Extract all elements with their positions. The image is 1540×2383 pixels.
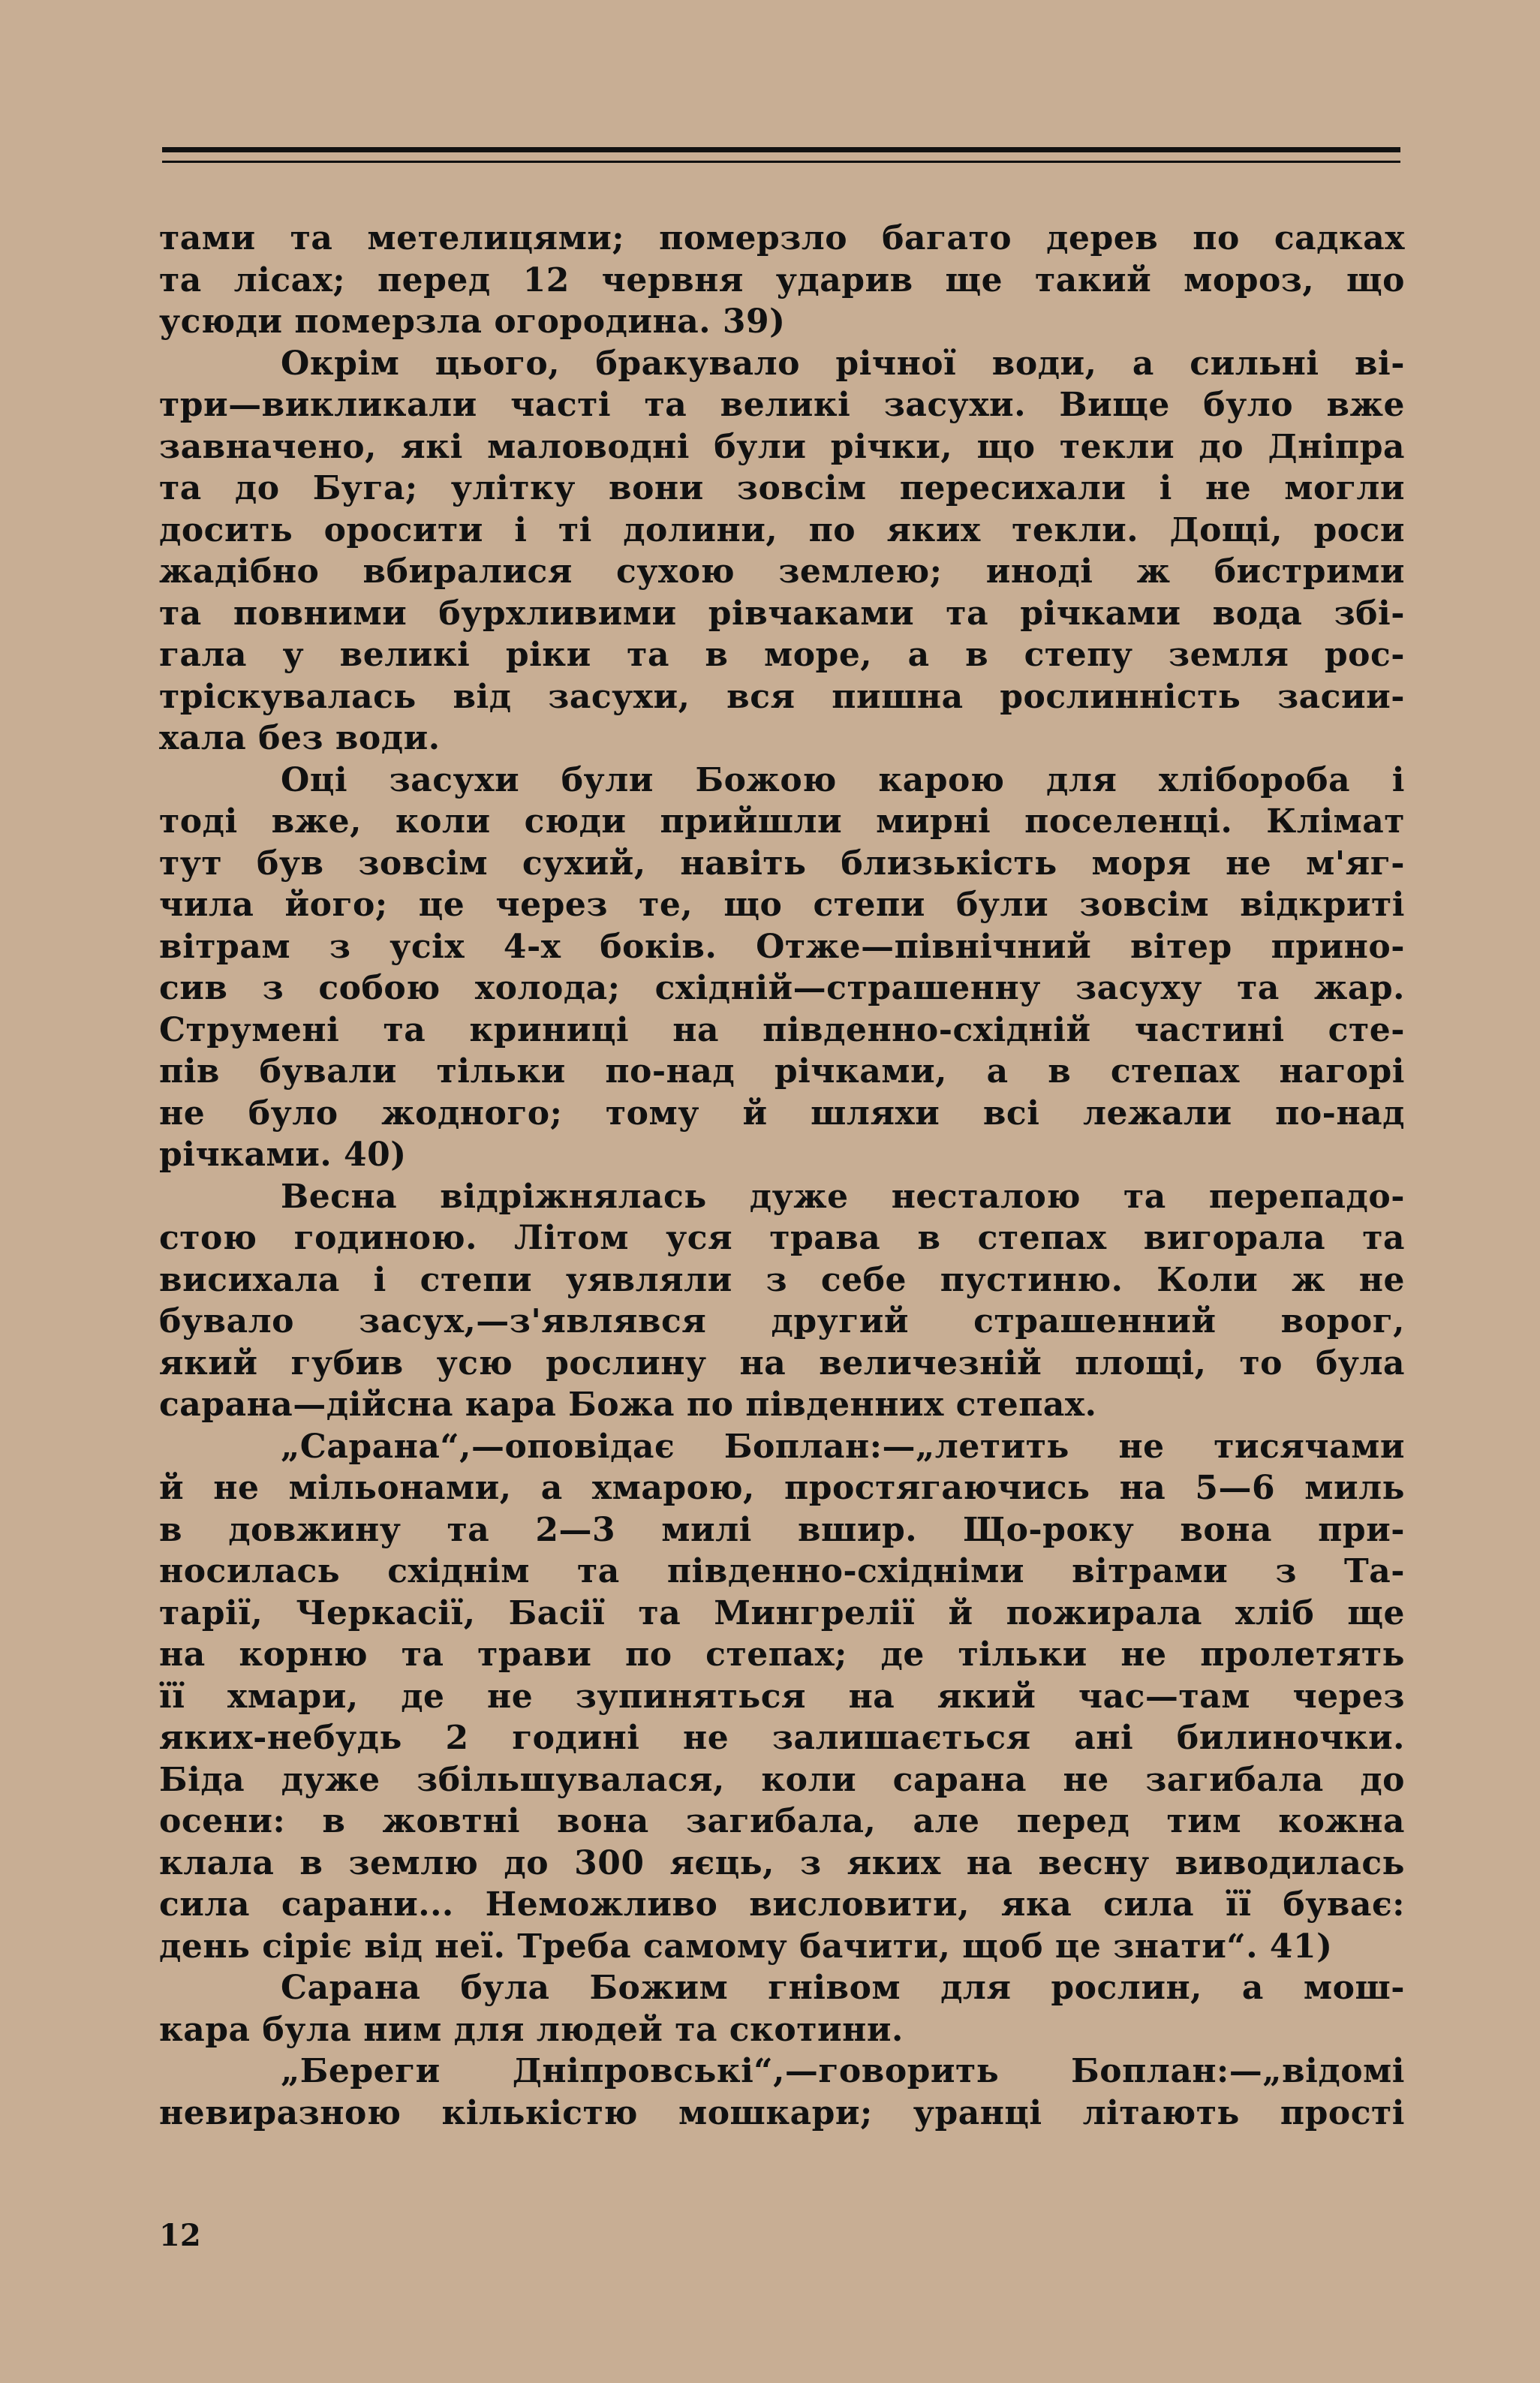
text-line: завначено, які маловодні були річки, що текли до Дніпра [159, 427, 1405, 466]
text-line: на корню та трави по степах; де тільки не пролетять [159, 1635, 1405, 1674]
text-line: й не мільонами, а хмарою, простягаючись на 5—6 миль [159, 1469, 1405, 1507]
text-line: гала у великі ріки та в море, а в степу земля рос- [159, 636, 1405, 674]
text-line: тами та метелицями; померзло багато дерев по садках [159, 219, 1405, 257]
header-rule-thin [162, 161, 1400, 163]
text-line: сила сарани... Неможливо висловити, яка сила її буває: [159, 1885, 1405, 1924]
text-line: кара була ним для людей та скотини. [159, 2010, 904, 2049]
text-line: осени: в жовтні вона загибала, але перед тим кожна [159, 1802, 1405, 1840]
text-line: вітрам з усіх 4-х боків. Отже—північний вітер прино- [159, 927, 1405, 966]
text-line: стою годиною. Літом уся трава в степах вигорала та [159, 1219, 1405, 1257]
text-line: бувало засух,—з'являвся другий страшенний ворог, [159, 1302, 1405, 1340]
text-line: усюди померзла огородина. 39) [159, 302, 786, 341]
text-line: Окрім цього, бракувало річної води, а сильні ві- [281, 344, 1405, 383]
text-line: тоді вже, коли сюди прийшли мирні поселенці. Клімат [159, 802, 1405, 841]
text-line: тарії, Черкасії, Басії та Мингрелії й пожирала хліб ще [159, 1593, 1405, 1632]
text-line: жадібно вбиралися сухою землею; иноді ж бистрими [159, 552, 1405, 591]
text-line: сарана—дійсна кара Божа по південних степах. [159, 1386, 1097, 1424]
text-line: день сіріє від неї. Треба самому бачити, щоб це знати“. 41) [159, 1927, 1333, 1966]
text-line: висихала і степи уявляли з себе пустиню. Коли ж не [159, 1260, 1405, 1299]
text-line: клала в землю до 300 яєць, з яких на весну виводилась [159, 1843, 1405, 1882]
text-line: не було жодного; тому й шляхи всі лежали по-над [159, 1094, 1405, 1133]
text-line: Сарана була Божим гнівом для рослин, а мош- [281, 1969, 1405, 2007]
body-text [159, 218, 1405, 2134]
text-line: Біда дуже збільшувалася, коли сарана не загибала до [159, 1760, 1405, 1799]
text-line: Весна відріжнялась дуже несталою та перепадо- [281, 1177, 1405, 1216]
text-line: сив з собою холода; східній—страшенну засуху та жар. [159, 969, 1405, 1007]
text-line: річками. 40) [159, 1136, 407, 1174]
text-line: тріскувалась від засухи, вся пишна рослинність засии- [159, 677, 1405, 716]
text-line: невиразною кількістю мошкари; уранці літають прості [159, 2093, 1405, 2132]
text-line: хала без води. [159, 719, 441, 757]
text-line: Оці засухи були Божою карою для хлібороба і [281, 760, 1405, 799]
text-line: яких-небудь 2 годині не залишається ані билиночки. [159, 1719, 1405, 1757]
page-number: 12 [159, 2218, 201, 2253]
text-line: досить оросити і ті долини, по яких текли. Дощі, роси [159, 510, 1405, 549]
text-line: Струмені та криниці на південно-східній частині сте- [159, 1010, 1405, 1049]
text-line: та до Буга; улітку вони зовсім пересихали і не могли [159, 469, 1405, 507]
text-line: який губив усю рослину на величезній площі, то була [159, 1343, 1405, 1383]
text-line: в довжину та 2—3 милі вшир. Що-року вона при- [159, 1510, 1405, 1549]
text-line: та повними бурхливими рівчаками та річками вода збі- [159, 594, 1405, 633]
text-line: три—викликали часті та великі засухи. Вище було вже [159, 386, 1405, 424]
text-line: „Сарана“,—оповідає Боплан:—„летить не тисячами [281, 1427, 1405, 1466]
header-rule-thick [162, 147, 1400, 152]
text-line: носилась східнім та південно-східніми вітрами з Та- [159, 1552, 1405, 1590]
text-line: „Береги Дніпровські“,—говорить Боплан:—„відомі [281, 2052, 1405, 2090]
text-line: чила його; це через те, що степи були зовсім відкриті [159, 886, 1405, 924]
text-line: тут був зовсім сухий, навіть близькість моря не м'яг- [159, 844, 1405, 883]
text-line: та лісах; перед 12 червня ударив ще такий мороз, що [159, 260, 1405, 299]
text-line: її хмари, де не зупиняться на який час—там через [159, 1677, 1405, 1716]
text-line: пів бували тільки по-над річками, а в степах нагорі [159, 1052, 1405, 1091]
